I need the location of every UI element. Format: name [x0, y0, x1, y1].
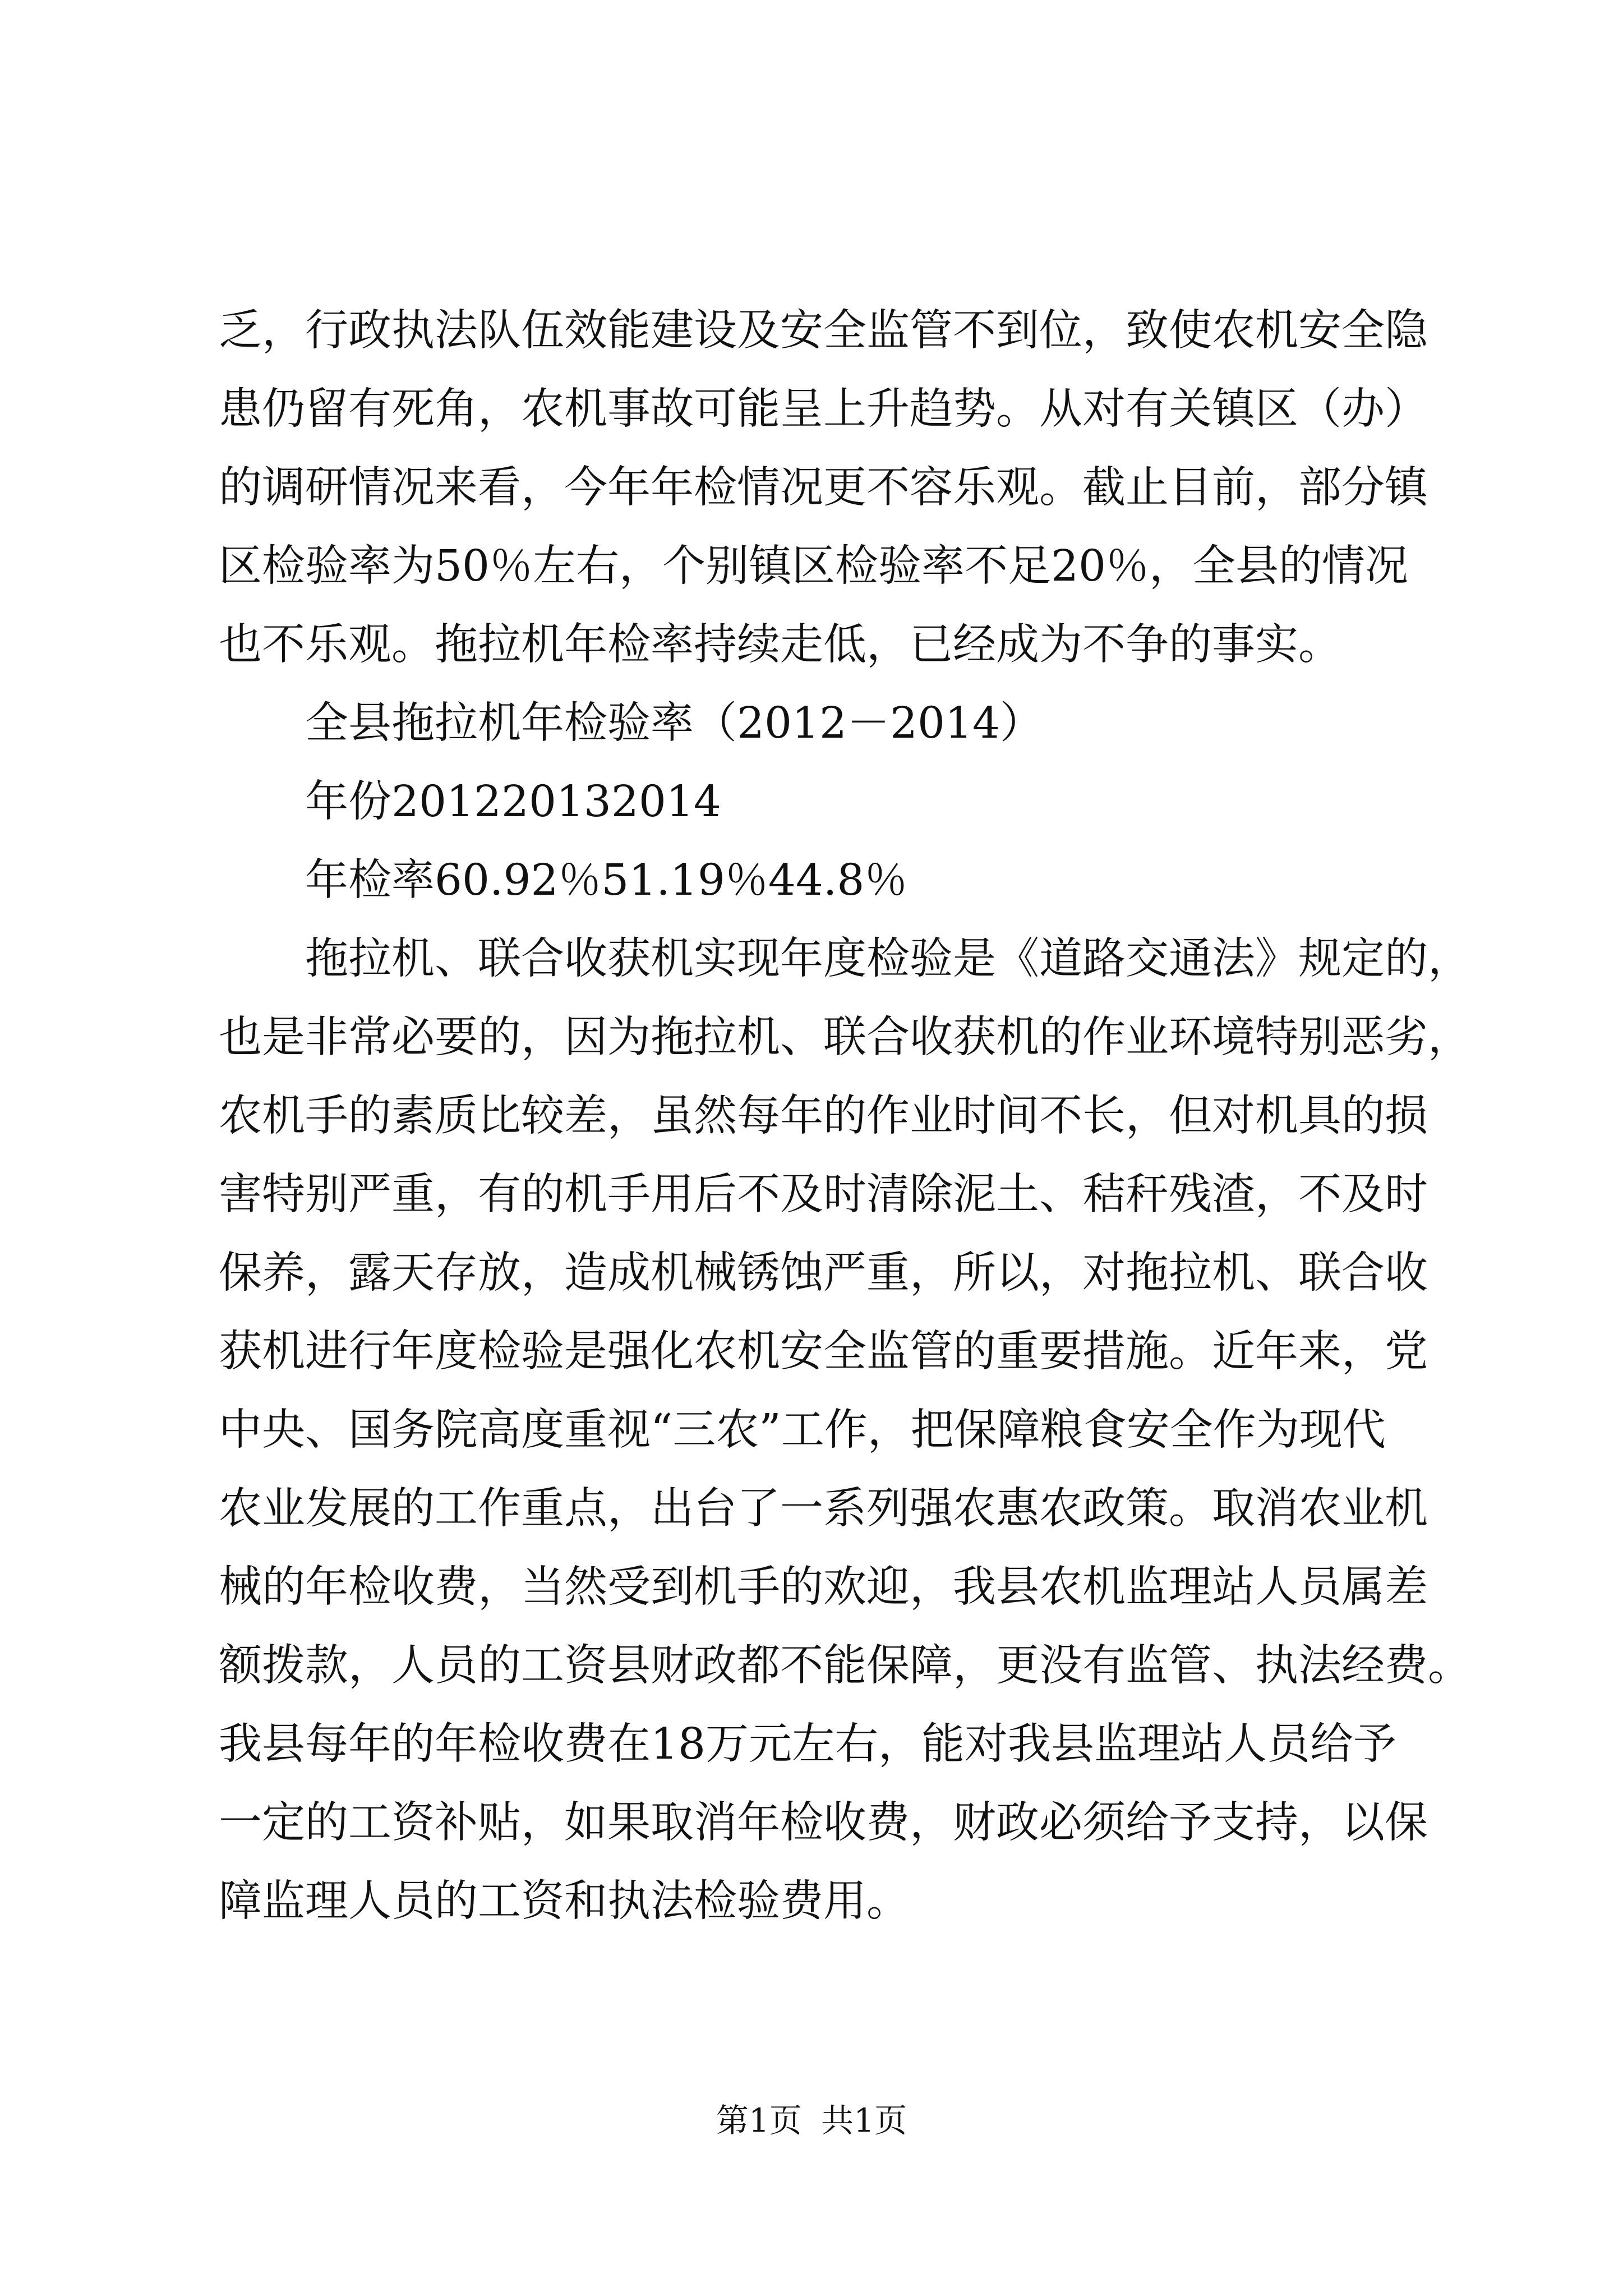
text-line: 获机进行年度检验是强化农机安全监管的重要措施。近年来，党 [219, 1327, 1428, 1377]
text-line: 我县每年的年检收费在18万元左右，能对我县监理站人员给予 [219, 1719, 1396, 1769]
text-line: 害特别严重，有的机手用后不及时清除泥土、秸秆残渣，不及时 [219, 1170, 1428, 1220]
text-line: 械的年检收费，当然受到机手的欢迎，我县农机监理站人员属差 [219, 1562, 1428, 1612]
text-line: 区检验率为50％左右，个别镇区检验率不足20％，全县的情况 [219, 541, 1408, 591]
text-line: 农业发展的工作重点，出台了一系列强农惠农政策。取消农业机 [219, 1484, 1428, 1534]
year-row: 年份201220132014 [305, 777, 721, 827]
text-line: 也是非常必要的，因为拖拉机、联合收获机的作业环境特别恶劣， [219, 1013, 1471, 1062]
text-line: 保养，露天存放，造成机械锈蚀严重，所以，对拖拉机、联合收 [219, 1248, 1428, 1298]
rate-row-paragraph [219, 841, 1419, 920]
text-line: 也不乐观。拖拉机年检率持续走低，已经成为不争的事实。 [219, 620, 1341, 670]
page-footer [0, 2101, 1623, 2140]
year-row-paragraph [219, 763, 1419, 841]
table-title-paragraph [219, 684, 1419, 763]
text-line: 额拨款，人员的工资县财政都不能保障，更没有监管、执法经费。 [219, 1641, 1471, 1691]
page-number: 第1页 [716, 2101, 802, 2139]
text-line: 拖拉机、联合收获机实现年度检验是《道路交通法》规定的， [305, 934, 1471, 984]
paragraph-1 [219, 292, 1428, 684]
text-line: 中央、国务院高度重视“三农”工作，把保障粮食安全作为现代 [219, 1405, 1386, 1455]
text-line: 障监理人员的工资和执法检验费用。 [219, 1876, 910, 1926]
page-total: 共1页 [821, 2101, 907, 2139]
rate-row: 年检率60.92％51.19％44.8％ [305, 855, 908, 905]
text-line: 一定的工资补贴，如果取消年检收费，财政必须给予支持，以保 [219, 1798, 1428, 1848]
text-line: 的调研情况来看，今年年检情况更不容乐观。截止目前，部分镇 [219, 463, 1428, 513]
document-body [219, 292, 1471, 1941]
text-line: 患仍留有死角，农机事故可能呈上升趋势。从对有关镇区（办） [219, 384, 1428, 434]
table-title: 全县拖拉机年检验率（2012－2014） [305, 698, 1043, 748]
text-line: 乏，行政执法队伍效能建设及安全监管不到位，致使农机安全隐 [219, 306, 1428, 356]
text-line: 农机手的素质比较差，虽然每年的作业时间不长，但对机具的损 [219, 1091, 1428, 1141]
paragraph-5 [219, 920, 1471, 1941]
